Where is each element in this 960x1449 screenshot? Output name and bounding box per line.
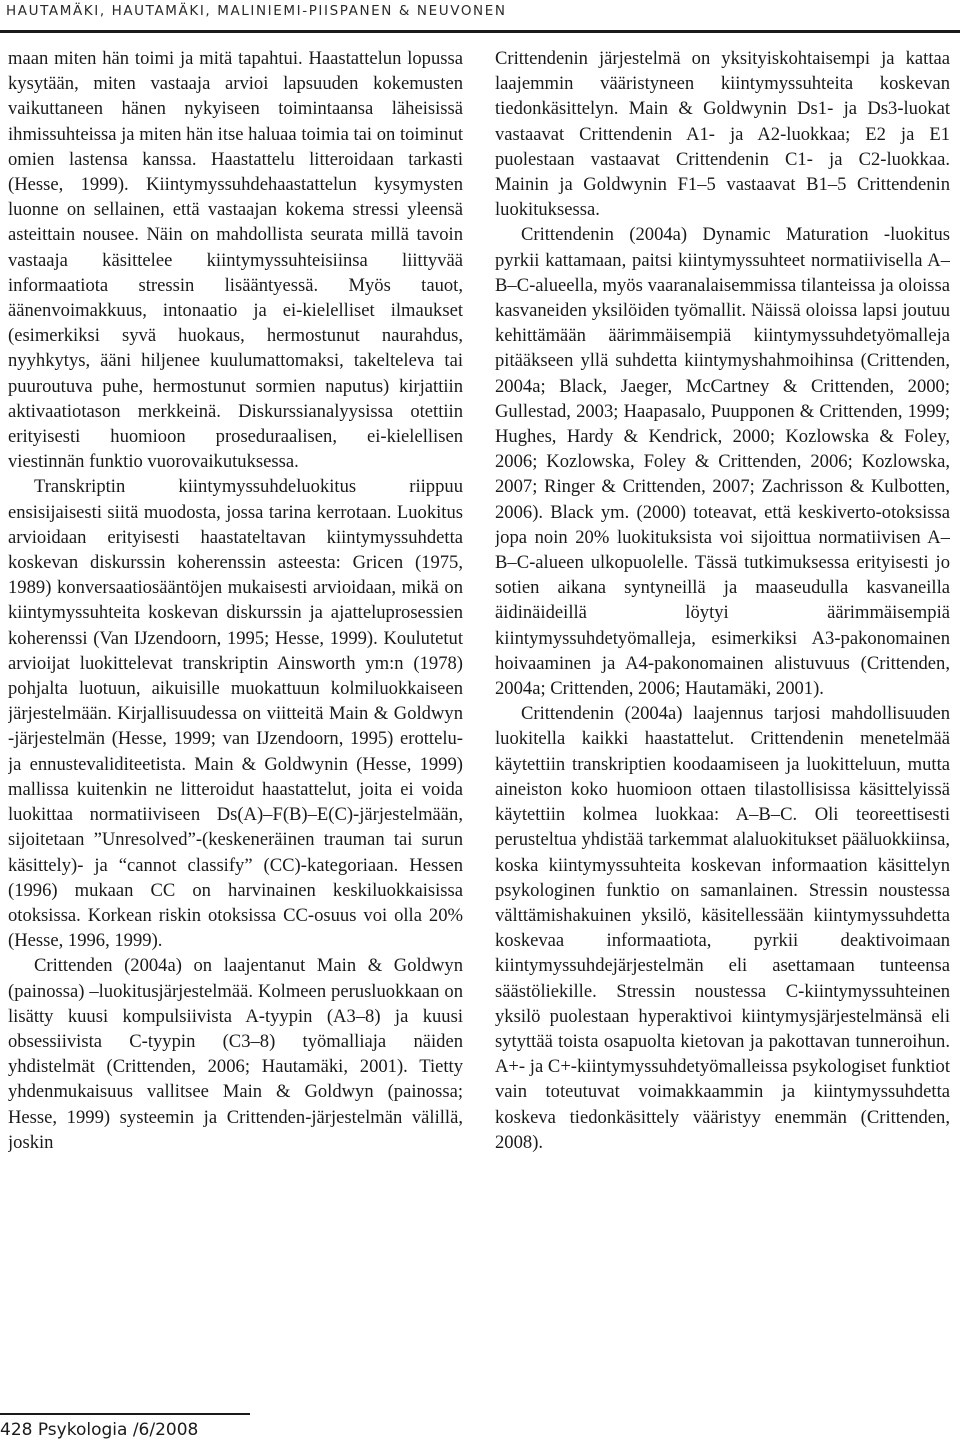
paragraph: Transkriptin kiintymyssuhdeluokitus riippuu ensisijaisesti siitä muodosta, jossa tarina kerrotaan. Luokitus arvioidaan erityisesti haastateltavan kiintymyssuhdetta koskevan diskurssin koherenssin asteesta: Gricen (1975, 1989) konversaatiosääntöjen mukaisesti arvioidaan, mikä on kiintymyssuhteita koskevan diskurssin ja ajatteluprosessien koherenssi (Van IJzendoorn, 1995; Hesse, 1999). Koulutetut arvioijat luokittelevat transkriptin Ainsworth ym:n (1978) pohjalta luotuun, aikuisille muokattuun kolmiluokkaiseen järjestelmään. Kirjallisuudessa on viitteitä Main & Goldwyn -järjestelmän (Hesse, 1999; van IJzendoorn, 1995) erottelu- ja ennustevaliditeetista. Main & Goldwynin (Hesse, 1999) mallissa kuitenkin ne litteroidut haastattelut, joita ei voida luokittaa normatiiviseen Ds(A)–F(B)–E(C)-järjestelmään, sijoitetaan ”Unresolved”-(keskeneräinen trauman tai surun käsittely)- ja “cannot classify” (CC)-kategoriaan. Hessen (1996) mukaan CC on harvinainen keskiluokkaisissa otoksissa. Korkean riskin otoksissa CC-osuus voi olla 20% (Hesse, 1996, 1999).: [8, 476, 463, 952]
header-rule: [0, 30, 960, 33]
running-head: HAUTAMÄKI, HAUTAMÄKI, MALINIEMI-PIISPANEN & NEUVONEN: [6, 3, 507, 19]
right-column: [495, 46, 950, 1406]
page-footer: 428 Psykologia /6/2008: [0, 1420, 199, 1440]
footer-rule: [0, 1413, 250, 1415]
paragraph: Crittendenin järjestelmä on yksityiskohtaisempi ja kattaa laajemmin vääristyneen kiintymyssuhteita koskevan tiedonkäsittelyn. Main & Goldwynin Ds1- ja Ds3-luokat vastaavat Crittendenin A1- ja A2-luokkaa; E2 ja E1 puolestaan vastaavat Crittendenin C1- ja C2-luokkaa. Mainin ja Goldwynin F1–5 vastaavat B1–5 Crittendenin luokituksessa.: [495, 48, 950, 221]
paragraph: Crittenden (2004a) on laajentanut Main & Goldwyn (painossa) –luokitusjärjestelmää. Kolmeen perusluokkaan on lisätty kuusi kompulsiivista A-tyypin (A3–8) ja kuusi obsessiivista C-tyypin (C3–8) työmalliaja näiden yhdistelmät (Crittenden, 2006; Hautamäki, 2001). Tietty yhdenmukaisuus vallitsee Main & Goldwyn (painossa; Hesse, 1999) systeemin ja Crittenden-järjestelmän välillä, joskin: [8, 955, 463, 1153]
left-column: [8, 46, 463, 1406]
paragraph: Crittendenin (2004a) laajennus tarjosi mahdollisuuden luokitella kaikki haastattelut. Crittendenin menetelmää käytettiin transkriptien koodaamiseen ja luokitteluun, mutta aineiston koko huomioon ottaen tilastollisissa käsittelyissä käytettiin kolmea luokkaa: A–B–C. Oli teoreettisesti perusteltua yhdistää tarkemmat alaluokitukset pääluokkiinsa, koska kiintymyssuhteita koskevan informaation käsittelyn psykologinen funktio on samanlainen. Stressin noustessa välttämishakuinen yksilö, käsitellessään kiintymyssuhdetta koskevaa informaatiota, pyrkii deaktivoimaan kiintymyssuhdejärjestelmän eli asettamaan tunteensa säästöliekille. Stressin noustessa C-kiintymyssuhteinen yksilö puolestaan hyperaktivoi kiintymysjärjestelmänsä eli sytyttää toista osapuolta kietovan ja pakottavan tunneroihun. A+- ja C+-kiintymyssuhdetyömalleissa psykologiset funktiot vain toteutuvat voimakkaammin ja kiintymyssuhdetta koskeva tiedonkäsittely vääristyy enemmän (Crittenden, 2008).: [495, 703, 950, 1153]
paragraph: maan miten hän toimi ja mitä tapahtui. Haastattelun lopussa kysytään, miten vastaaja arvioi lapsuuden kokemusten vaikuttaneen hänen nykyiseen toimintaansa läheisissä ihmissuhteissa ja miten hän itse haluaa toimia tai on toiminut omien lastensa kanssa. Haastattelu litteroidaan tarkasti (Hesse, 1999). Kiintymyssuhdehaastattelun kysymysten luonne on sellainen, että vastaajan kokema stressi yleensä asteittain nousee. Näin on mahdollista seurata millä tavoin vastaaja käsittelee kiintymyssuhteisiinsa liittyvää informaatiota stressin lisääntyessä. Myös tauot, äänenvoimakkuus, intonaatio ja ei-kielelliset ilmaukset (esimerkiksi syvä huokaus, hermostunut naurahdus, nyyhkytys, ääni hiljenee kuulumattomaksi, takelteleva tai puuroutuva puhe, hermostunut sormien naputus) kirjattiin aktivaatiotason merkkeinä. Diskurssianalyysissa otettiin erityisesti huomioon proseduraalisen, ei-kielellisen viestinnän funktio vuorovaikutuksessa.: [8, 48, 463, 473]
paragraph: Crittendenin (2004a) Dynamic Maturation -luokitus pyrkii kattamaan, paitsi kiintymyssuhteet normatiivisella A–B–C-alueella, myös vaaranalaisemmissa tilanteissa ja oloissa kasvaneiden yksilöiden työmallit. Näissä oloissa lapsi joutuu kehittämään äärimmäisempiä kiintymyssuhdetyömalleja pitääkseen yllä suhdetta kiintymyshahmoihinsa (Crittenden, 2004a; Black, Jaeger, McCartney & Crittenden, 2000; Gullestad, 2003; Haapasalo, Puupponen & Crittenden, 1999; Hughes, Hardy & Kendrick, 2000; Kozlowska & Foley, 2006; Kozlowska, Foley & Crittenden, 2006; Kozlowska, 2007; Ringer & Crittenden, 2007; Zachrisson & Kulbotten, 2006). Black ym. (2000) toteavat, että keskiverto-otoksissa jopa noin 20% luokituksista voi sijoittua normatiivisen A–B–C-alueen ulkopuolelle. Tässä tutkimuksessa erityisesti jo sotien aikana syntyneillä ja maaseudulla kasvaneilla äidinäideillä löytyi äärimmäisempiä kiintymyssuhdetyömalleja, esimerkiksi A3-pakonomainen hoivaaminen ja A4-pakonomainen alistuvuus (Crittenden, 2004a; Crittenden, 2006; Hautamäki, 2001).: [495, 224, 950, 700]
